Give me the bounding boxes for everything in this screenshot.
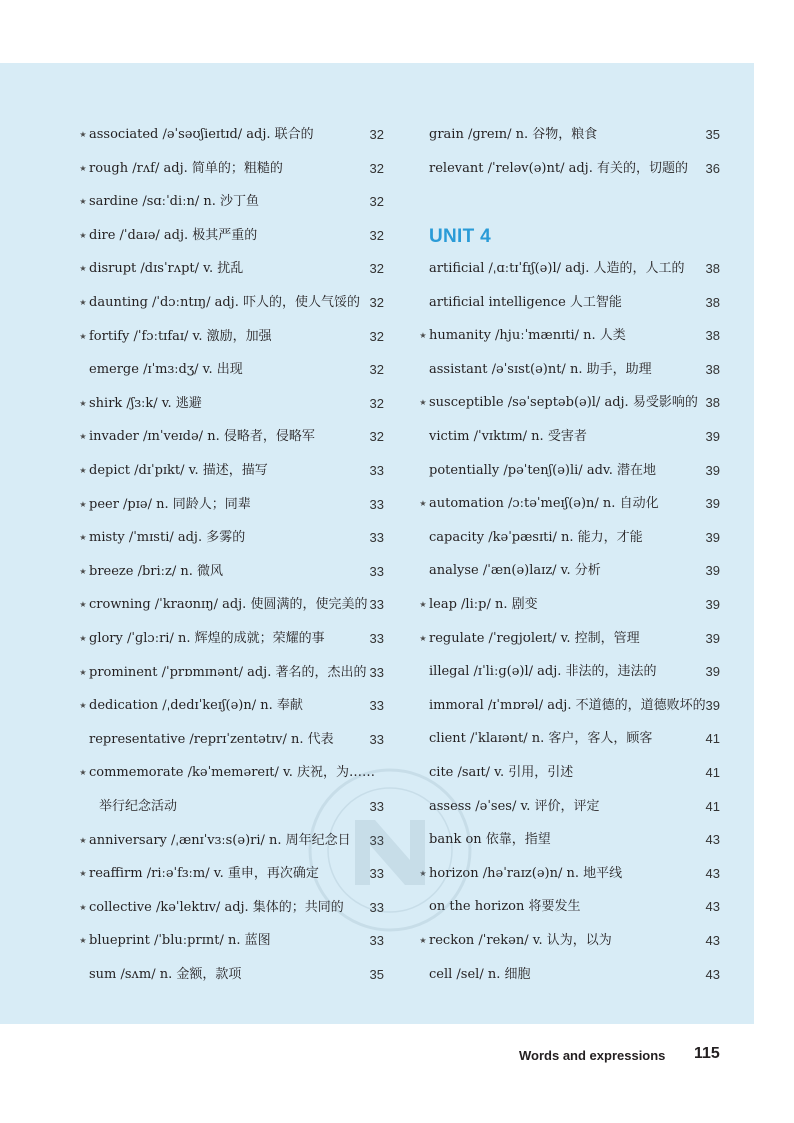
page-reference: 39	[705, 429, 720, 444]
word-term: sardine /sɑːˈdiːn/ n. 沙丁鱼	[89, 194, 260, 210]
star-icon: ★	[79, 466, 87, 475]
word-entry	[74, 461, 384, 481]
page-reference: 32	[369, 328, 384, 344]
word-entry	[74, 125, 384, 145]
page-reference: 36	[705, 160, 720, 176]
word-term: leap /liːp/ n. 剧变	[429, 597, 538, 612]
page-reference: 32	[369, 227, 384, 243]
star-icon: ★	[79, 701, 87, 711]
footer-section-title: Words and expressions	[519, 1048, 666, 1063]
word-entry	[414, 897, 720, 917]
word-term: cell /sel/ n. 细胞	[429, 966, 531, 982]
word-term: potentially /pəˈtenʃ(ə)li/ adv. 潜在地	[429, 462, 656, 478]
page-reference: 32	[369, 127, 384, 142]
page-reference: 35	[369, 967, 384, 982]
word-entry	[74, 259, 384, 279]
word-term: prominent /ˈprɒmɪnənt/ adj. 著名的，杰出的	[89, 664, 367, 680]
page-reference: 43	[705, 865, 720, 881]
word-entry	[414, 696, 720, 716]
word-entry	[414, 125, 720, 145]
page-reference: 33	[369, 832, 384, 848]
page-reference: 33	[369, 631, 384, 646]
word-term: capacity /kəˈpæsɪti/ n. 能力，才能	[429, 529, 643, 545]
word-term: depict /dɪˈpɪkt/ v. 描述，描写	[89, 463, 268, 478]
word-entry	[74, 696, 384, 716]
page-reference: 33	[369, 866, 384, 882]
word-entry	[74, 394, 384, 414]
word-entry	[414, 427, 720, 447]
word-entry	[414, 595, 720, 615]
star-icon: ★	[79, 869, 87, 879]
word-term: breeze /briːz/ n. 微风	[89, 563, 224, 579]
word-term: glory /ˈɡlɔːri/ n. 辉煌的成就；荣耀的事	[89, 631, 325, 646]
page-reference: 33	[369, 463, 384, 478]
star-icon: ★	[419, 633, 427, 643]
word-term: peer /pɪə/ n. 同龄人；同辈	[89, 496, 251, 512]
star-icon: ★	[79, 298, 87, 307]
page-reference: 33	[369, 698, 384, 714]
word-entry	[414, 494, 720, 514]
word-entry	[74, 495, 384, 515]
page-reference: 33	[369, 597, 384, 613]
word-term: shirk /ʃɜːk/ v. 逃避	[89, 395, 202, 411]
star-icon: ★	[419, 600, 427, 609]
page-reference: 43	[705, 966, 720, 982]
word-term: collective /kəˈlektɪv/ adj. 集体的；共同的	[89, 899, 344, 915]
page-reference: 32	[369, 395, 384, 411]
word-entry	[414, 864, 720, 884]
word-term: disrupt /dɪsˈrʌpt/ v. 扰乱	[89, 261, 244, 277]
word-term: rough /rʌf/ adj. 简单的；粗糙的	[89, 160, 283, 176]
word-term: anniversary /ˌænɪˈvɜːs(ə)ri/ n. 周年纪念日	[89, 832, 351, 848]
page-reference: 39	[705, 462, 720, 478]
star-icon: ★	[79, 163, 87, 173]
word-term: artificial intelligence 人工智能	[429, 294, 622, 310]
word-term: immoral /ɪˈmɒrəl/ adj. 不道德的，道德败坏的	[429, 697, 706, 713]
word-entry	[74, 159, 384, 179]
word-term: client /ˈklaɪənt/ n. 客户，客人，顾客	[429, 731, 653, 747]
word-term: reaffirm /riːəˈfɜːm/ v. 重申，再次确定	[89, 866, 319, 882]
page-reference: 32	[369, 429, 384, 445]
page-reference: 33	[369, 899, 384, 915]
page-reference: 32	[369, 261, 384, 277]
word-entry	[74, 360, 384, 380]
page-reference: 39	[705, 697, 720, 713]
word-entry	[414, 461, 720, 481]
star-icon: ★	[79, 835, 87, 845]
word-term: sum /sʌm/ n. 金额，款项	[89, 967, 242, 982]
page-reference: 33	[369, 496, 384, 512]
word-term: representative /reprɪˈzentətɪv/ n. 代表	[89, 731, 334, 747]
word-entry	[414, 729, 720, 749]
star-icon: ★	[79, 533, 87, 543]
word-entry	[414, 662, 720, 682]
page-reference: 32	[369, 362, 384, 378]
word-term: commemorate /kəˈmeməreɪt/ v. 庆祝，为……	[89, 765, 376, 781]
star-icon: ★	[419, 936, 427, 945]
word-entry	[74, 663, 384, 683]
word-term: regulate /ˈreɡjʊleɪt/ v. 控制，管理	[429, 630, 640, 646]
unit-heading: UNIT 4	[429, 226, 491, 247]
word-entry	[74, 327, 384, 347]
star-icon: ★	[79, 197, 87, 207]
word-entry	[414, 293, 720, 313]
page-reference: 35	[705, 127, 720, 142]
word-entry	[414, 931, 720, 951]
word-entry	[414, 797, 720, 817]
word-entry	[74, 427, 384, 447]
star-icon: ★	[79, 331, 87, 341]
word-term: fortify /ˈfɔːtɪfaɪ/ v. 激励，加强	[89, 328, 272, 344]
page-reference: 41	[705, 765, 720, 780]
word-term: relevant /ˈreləv(ə)nt/ adj. 有关的，切题的	[429, 160, 688, 176]
page-reference: 38	[705, 294, 720, 310]
word-term: dedication /ˌdedɪˈkeɪʃ(ə)n/ n. 奉献	[89, 698, 303, 714]
word-entry	[74, 528, 384, 548]
word-entry	[74, 763, 384, 783]
page-reference: 39	[705, 630, 720, 646]
footer-page-number: 115	[694, 1045, 720, 1062]
page-reference: 33	[369, 664, 384, 680]
page-reference: 41	[705, 798, 720, 814]
word-term: artificial /ˌɑːtɪˈfɪʃ(ə)l/ adj. 人造的，人工的	[429, 261, 685, 276]
page-reference: 39	[705, 597, 720, 612]
word-entry	[74, 730, 384, 750]
star-icon: ★	[419, 331, 427, 341]
page-reference: 33	[369, 530, 384, 546]
star-icon: ★	[79, 667, 87, 677]
word-term: victim /ˈvɪktɪm/ n. 受害者	[429, 429, 587, 444]
word-term: blueprint /ˈbluːprɪnt/ n. 蓝图	[89, 933, 271, 949]
word-term: invader /ɪnˈveɪdə/ n. 侵略者，侵略军	[89, 429, 315, 445]
word-term: reckon /ˈrekən/ v. 认为，以为	[429, 933, 612, 948]
word-term: automation /ɔːtəˈmeɪʃ(ə)n/ n. 自动化	[429, 496, 659, 512]
star-icon: ★	[79, 902, 87, 912]
word-entry	[414, 763, 720, 783]
star-icon: ★	[79, 634, 87, 643]
word-term: horizon /həˈraɪz(ə)n/ n. 地平线	[429, 865, 623, 881]
word-term: assess /əˈses/ v. 评价，评定	[429, 798, 600, 814]
star-icon: ★	[79, 499, 87, 509]
word-entry	[414, 259, 720, 279]
word-entry	[414, 830, 720, 850]
word-entry	[74, 293, 384, 313]
page-reference: 32	[369, 194, 384, 210]
page-reference: 39	[705, 563, 720, 579]
word-entry	[74, 797, 384, 817]
page-reference: 33	[369, 563, 384, 579]
word-entry	[414, 326, 720, 346]
page-reference: 39	[705, 664, 720, 680]
word-term: grain /ɡreɪn/ n. 谷物，粮食	[429, 127, 598, 142]
word-term: assistant /əˈsɪst(ə)nt/ n. 助手，助理	[429, 361, 652, 377]
star-icon: ★	[79, 230, 87, 240]
word-entry	[414, 561, 720, 581]
star-icon: ★	[79, 936, 87, 946]
star-icon: ★	[79, 398, 87, 408]
star-icon: ★	[419, 398, 427, 408]
word-entry	[74, 898, 384, 918]
word-entry	[74, 595, 384, 615]
page-reference: 32	[369, 295, 384, 310]
word-term: analyse /ˈæn(ə)laɪz/ v. 分析	[429, 563, 601, 579]
word-entry	[74, 831, 384, 851]
word-term: on the horizon 将要发生	[429, 899, 581, 915]
star-icon: ★	[79, 600, 87, 610]
page-reference: 38	[705, 328, 720, 344]
page-reference: 33	[369, 731, 384, 747]
word-entry	[414, 393, 720, 413]
star-icon: ★	[79, 432, 87, 442]
word-term: cite /saɪt/ v. 引用，引述	[429, 765, 574, 780]
page-reference: 41	[705, 731, 720, 747]
page-reference: 38	[705, 361, 720, 377]
word-entry	[414, 360, 720, 380]
page-reference: 43	[705, 899, 720, 915]
word-term: associated /əˈsəʊʃieɪtɪd/ adj. 联合的	[89, 127, 314, 142]
word-entry	[74, 226, 384, 246]
word-entry	[74, 192, 384, 212]
word-term: emerge /ɪˈmɜːdʒ/ v. 出现	[89, 362, 243, 378]
page-reference: 39	[705, 496, 720, 512]
star-icon: ★	[419, 499, 427, 509]
word-term: misty /ˈmɪsti/ adj. 多雾的	[89, 530, 246, 546]
word-entry	[74, 931, 384, 951]
star-icon: ★	[79, 130, 87, 139]
word-entry	[74, 864, 384, 884]
page-reference: 43	[705, 832, 720, 848]
word-entry	[74, 629, 384, 649]
word-term: humanity /hjuːˈmænɪti/ n. 人类	[429, 328, 626, 344]
page-reference: 38	[705, 395, 720, 411]
word-entry	[74, 965, 384, 985]
word-entry	[414, 629, 720, 649]
page-reference: 33	[369, 933, 384, 949]
word-term: bank on 依靠，指望	[429, 832, 551, 848]
page-reference: 33	[369, 799, 384, 814]
star-icon: ★	[79, 264, 87, 274]
page-reference: 38	[705, 261, 720, 276]
word-term: illegal /ɪˈliːɡ(ə)l/ adj. 非法的，违法的	[429, 664, 657, 680]
word-entry	[74, 562, 384, 582]
word-term: dire /ˈdaɪə/ adj. 极其严重的	[89, 227, 258, 243]
word-entry	[414, 965, 720, 985]
word-term: susceptible /səˈseptəb(ə)l/ adj. 易受影响的	[429, 395, 698, 411]
star-icon: ★	[419, 868, 427, 878]
word-term: 举行纪念活动	[99, 799, 178, 814]
page-reference: 32	[369, 160, 384, 176]
page-reference: 39	[705, 529, 720, 545]
page-reference: 43	[705, 933, 720, 948]
word-term: crowning /ˈkraʊnɪŋ/ adj. 使圆满的，使完美的	[89, 597, 368, 613]
word-term: daunting /ˈdɔːntɪŋ/ adj. 吓人的，使人气馁的	[89, 295, 360, 310]
word-entry	[414, 528, 720, 548]
star-icon: ★	[79, 566, 87, 576]
word-entry	[414, 159, 720, 179]
star-icon: ★	[79, 768, 87, 778]
